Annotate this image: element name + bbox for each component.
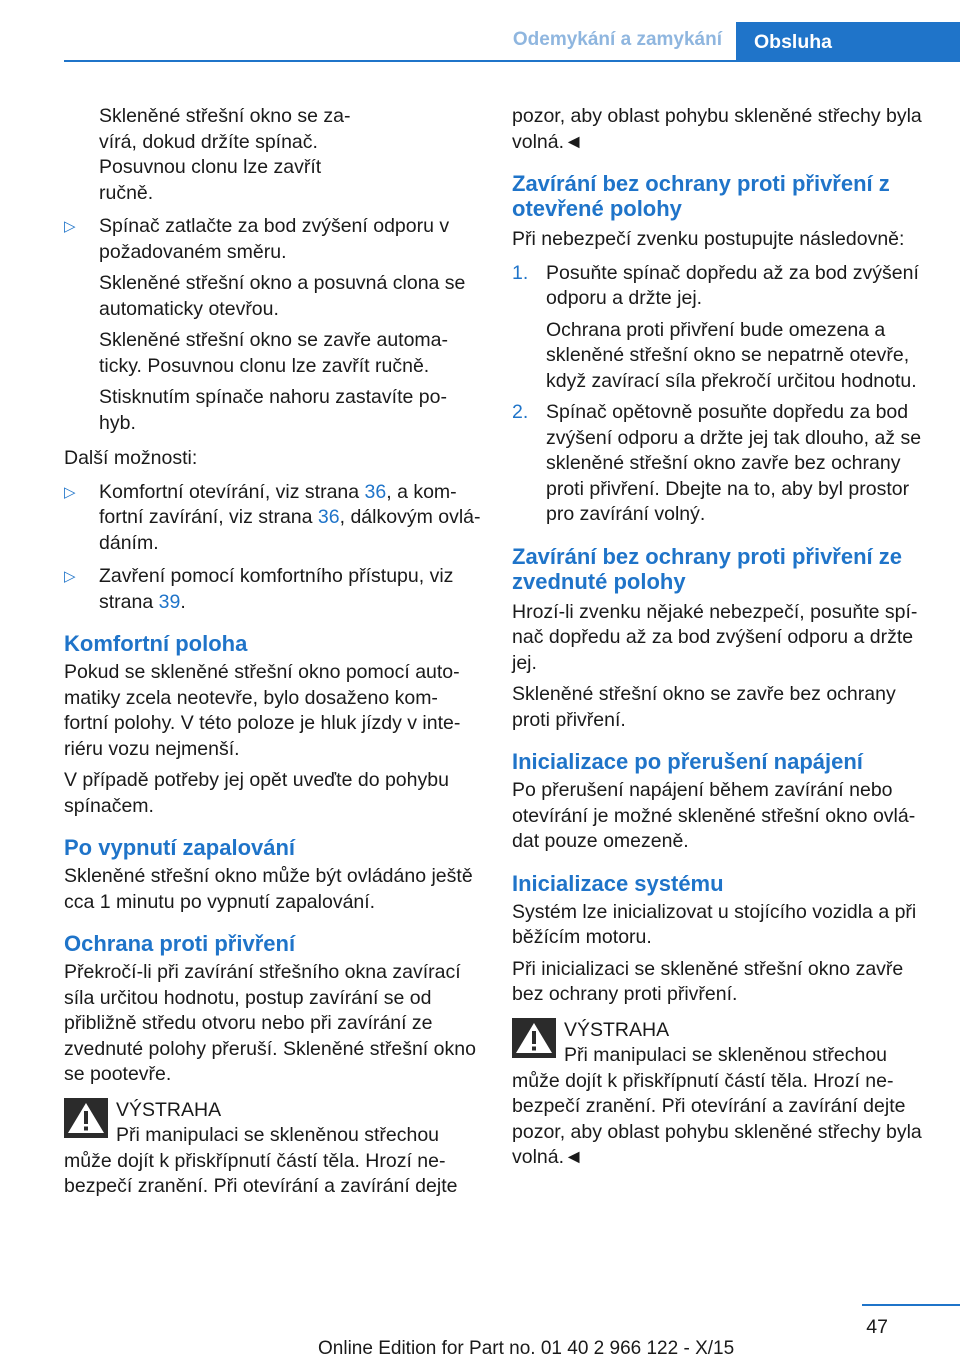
paragraph: Hrozí-li zvenku nějaké nebezpečí, posuňte spí- nač dopředu až za bod zvýšení odporu a držte jej.: [512, 600, 918, 674]
list-item: [64, 480, 484, 557]
bullet-para: Skleněné střešní okno a posuvná clona se automaticky otevřou.: [99, 272, 466, 320]
step-number: 1.: [512, 261, 529, 284]
heading-comfort-position: Komfortní poloha: [64, 631, 248, 656]
page-link-39[interactable]: 39: [158, 590, 181, 613]
cont-line-1: Skleněné střešní okno se za-: [99, 105, 351, 127]
footer-rule: [862, 1304, 960, 1306]
warning-triangle-icon: [512, 1018, 556, 1058]
step-para: Ochrana proti přivření bude omezena a skleněné střešní okno se nepatrně otevře, když zavírací síla překročí určitou hodnotu.: [546, 318, 917, 392]
paragraph: V případě potřeby jej opět uveďte do pohybu spínačem.: [64, 769, 449, 817]
bullet-text: Komfortní otevírání, viz strana 36, a kom- fortní zavírání, viz strana 36, dálkovým ovlá- dáním.: [99, 480, 481, 554]
warning-title: VÝSTRAHA: [116, 1098, 222, 1121]
list-item: [64, 214, 484, 436]
step-text: Spínač opětovně posuňte dopředu za bod zvýšení odporu a držte jej tak dlouho, až se skleněné střešní okno zavře bez ochrany proti přivření. Dbejte na to, aby byl prostor pro zavírání volný.: [546, 401, 922, 525]
page-number: 47: [866, 1316, 888, 1338]
paragraph: Skleněné střešní okno se zavře bez ochrany proti přivření.: [512, 683, 896, 731]
step-number: 2.: [512, 401, 529, 423]
paragraph: Skleněné střešní okno může být ovládáno ještě cca 1 minutu po vypnutí zapalování.: [64, 865, 473, 913]
list-item: [64, 564, 484, 615]
header-rule: [64, 60, 960, 62]
warning-first-line: Při manipulaci se skleněnou střechou: [564, 1044, 888, 1066]
heading-close-from-open: Zavírání bez ochrany proti přivření z otevřené polohy: [512, 171, 890, 221]
heading-system-init: Inicializace systému: [512, 870, 724, 896]
warning-text: může dojít k přiskřípnutí částí těla. Hrozí ne- bezpečí zranění. Při otevírání a zavírání dejte: [64, 1149, 458, 1197]
paragraph: Po přerušení napájení během zavírání nebo otevírání je možné skleněné střešní okno ovlá- dat pouze omezeně.: [512, 779, 916, 852]
page-header: [0, 0, 960, 62]
bullet-text: Spínač zatlačte za bod zvýšení odporu v požadovaném směru.: [99, 215, 450, 263]
bullet-para: Skleněné střešní okno se zavře automa- ticky. Posuvnou clonu lze zavřít ručně.: [99, 329, 449, 377]
cont-line-4: ručně.: [99, 181, 154, 204]
heading-after-ignition-off: Po vypnutí zapalování: [64, 835, 296, 860]
continued-text: [64, 104, 484, 206]
paragraph: Systém lze inicializovat u stojícího vozidla a při běžícím motoru.: [512, 900, 917, 948]
left-column: [64, 104, 484, 1200]
triangle-bullet-icon: ▷: [64, 568, 76, 585]
warning-title: VÝSTRAHA: [564, 1018, 670, 1041]
more-options-label: Další možnosti:: [64, 447, 198, 469]
edition-note: Online Edition for Part no. 01 40 2 966 122 - X/15: [318, 1338, 735, 1359]
list-item: [512, 261, 930, 395]
heading-close-from-raised: Zavírání bez ochrany proti přivření ze zvednuté polohy: [512, 543, 902, 594]
bullet-text: Zavření pomocí komfortního přístupu, viz strana 39.: [99, 565, 454, 613]
warning-triangle-icon: [64, 1098, 108, 1138]
paragraph: Při nebezpečí zvenku postupujte následovně:: [512, 228, 905, 250]
warning-text: může dojít k přiskřípnutí částí těla. Hrozí ne- bezpečí zranění. Při otevírání a zavírání dejte pozor, aby oblast pohybu skleněné střechy byla volná.◄: [512, 1069, 922, 1168]
page-link-36[interactable]: 36: [317, 506, 340, 528]
warning-block: [64, 1098, 484, 1200]
continued-text: pozor, aby oblast pohybu skleněné střechy byla volná.◄: [512, 105, 922, 153]
right-column: [512, 104, 930, 1171]
header-section-title: Odemykání a zamykání: [512, 29, 722, 50]
list-item: [512, 400, 930, 528]
triangle-bullet-icon: ▷: [64, 483, 76, 501]
page-link-36[interactable]: 36: [364, 480, 387, 503]
paragraph: Pokud se skleněné střešní okno pomocí auto- matiky zcela neotevře, bylo dosaženo kom- fortní polohy. V této poloze je hluk jízdy v inte- riéru vozu nejmenší.: [64, 661, 461, 760]
cont-line-2: vírá, dokud držíte spínač.: [99, 130, 318, 153]
heading-pinch-protection: Ochrana proti přivření: [64, 931, 296, 956]
cont-line-3: Posuvnou clonu lze zavřít: [99, 156, 322, 178]
warning-block: [512, 1018, 930, 1171]
warning-first-line: Při manipulaci se skleněnou střechou: [116, 1124, 440, 1146]
page-footer: [0, 1298, 960, 1362]
paragraph: Překročí-li při zavírání střešního okna zavírací síla určitou hodnotu, postup zavírání se od přibližně středu otvoru nebo při zavírání ze zvednuté polohy přeruší. Skleněné střešní okno se pootevře.: [64, 961, 476, 1085]
bullet-para: Stisknutím spínače nahoru zastavíte po- hyb.: [99, 386, 447, 434]
header-chapter-tab: Obsluha: [736, 22, 960, 62]
paragraph: Při inicializaci se skleněné střešní okno zavře bez ochrany proti přivření.: [512, 957, 904, 1005]
step-text: Posuňte spínač dopředu až za bod zvýšení odporu a držte jej.: [546, 261, 919, 309]
triangle-bullet-icon: ▷: [64, 218, 76, 235]
heading-init-after-power: Inicializace po přerušení napájení: [512, 749, 863, 774]
